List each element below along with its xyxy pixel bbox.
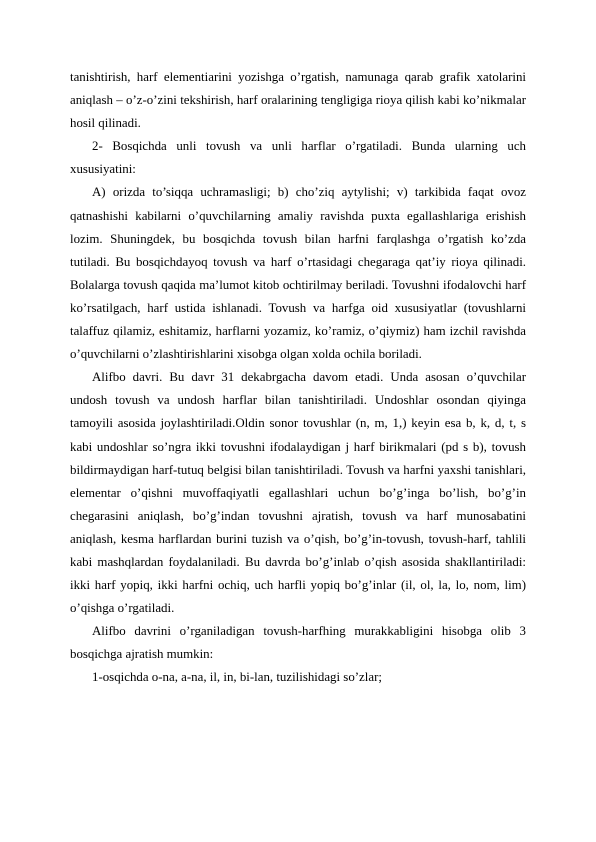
paragraph-2: 2- Bosqichda unli tovush va unli harflar o’rgatiladi. Bunda ularning uch xususiyatini: [70, 139, 526, 177]
paragraph-1: tanishtirish, harf elementiarini yozishga o’rgatish, namunaga qarab grafik xatolarini aniqlash – o’z-o’zini tekshirish, harf oralarining tengligiga rioya qilish kabi ko’nikmalar hosil qilinadi. [70, 70, 526, 131]
paragraph-4: Alifbo davri. Bu davr 31 dekabrgacha davom etadi. Unda asosan o’quvchilar undosh tovush va undosh harflar bilan tanishtiriladi. Undoshlar osondan qiyinga tamoyili asosida joylashtiriladi.Oldin sonor tovushlar (n, m, 1,) keyin esa b, k, d, t, s kabi undoshlar so’ngra ikki tovushni ifodalaydigan j harf birikmalari (pd s b), tovush bildirmaydigan harf-tutuq belgisi bilan tanishtiriladi. Tovush va harfni yaxshi tanishlari, elementar o’qishni muvoffaqiyatli egallashlari uchun bo’g’inga bo’lish, bo’g’in chegarasini aniqlash, bo’g’indan tovushni ajratish, tovush va harf munosabatini aniqlash, kesma harflardan burini tuzish va o’qish, bo’g’in-tovush, tovush-harf, tahlili kabi mashqlardan foydalaniladi. Bu davrda bo’g’inlab o’qish asosida shakllantiriladi: ikki harf yopiq, ikki harfni ochiq, uch harfli yopiq bo’g’inlar (il, ol, la, lo, nom, lim) o’qishga o’rgatiladi. [70, 370, 526, 616]
paragraph-6: 1-osqichda o-na, a-na, il, in, bi-lan, tuzilishidagi so’zlar; [92, 670, 382, 685]
paragraph-3: A) orizda to’siqqa uchramasligi; b) cho’ziq aytylishi; v) tarkibida faqat ovoz qatnashishi kabilarni o’quvchilarning amaliy ravishda puxta egallashlariga erishish lozim. Shuningdek, bu bosqichda tovush bilan harfni farqlashga o’rgatish ko’zda tutiladi. Bu bosqichdayoq tovush va harf o’rtasidagi chegaraga qat’iy rioya qilinadi. Bolalarga tovush qaqida ma’lumot kitob ochtirilmay beriladi. Tovushni ifodalovchi harf ko’rsatilgach, harf ustida ishlanadi. Tovush va harfga oid xususiyatlar (tovushlarni talaffuz qilamiz, eshitamiz, harflarni yozamiz, ko’ramiz, o’qiymiz) ham izchil ravishda o’quvchilarni o’zlashtirishlarini xisobga olgan xolda ochila boriladi. [70, 185, 526, 362]
paragraph-5: Alifbo davrini o’rganiladigan tovush-harfhing murakkabligini hisobga olib 3 bosqichga ajratish mumkin: [70, 624, 526, 662]
document-page [70, 66, 526, 690]
